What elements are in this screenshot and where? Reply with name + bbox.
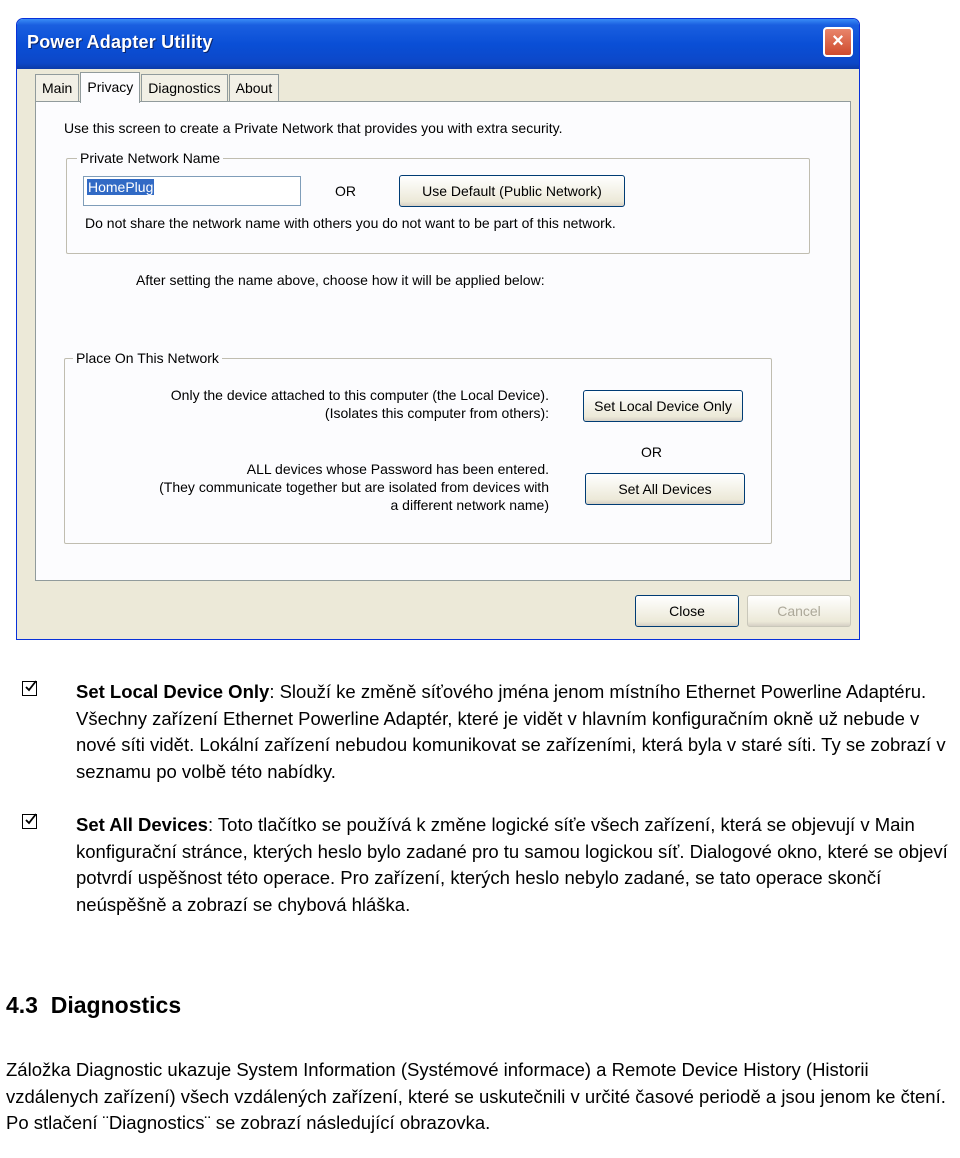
- tab-main[interactable]: Main: [35, 74, 79, 102]
- close-button[interactable]: Close: [635, 595, 739, 627]
- bullet-term: Set All Devices: [76, 814, 208, 835]
- use-default-button[interactable]: Use Default (Public Network): [399, 175, 625, 207]
- window-title: Power Adapter Utility: [27, 32, 213, 52]
- place-on-network-legend: Place On This Network: [73, 350, 222, 366]
- section-paragraph: Záložka Diagnostic ukazuje System Information (Systémové informace) a Remote Device History (Historii vzdálenych zařízení) všech vzdálených zařízení, které se uskutečnili v určité časové periodě a jsou jenom ke čtení. Po stlačení ¨Diagnostics¨ se zobrazí následující obrazovka.: [6, 1059, 946, 1133]
- close-window-button[interactable]: [823, 27, 853, 57]
- tab-privacy[interactable]: Privacy: [80, 72, 140, 103]
- set-all-devices-button[interactable]: Set All Devices: [585, 473, 745, 505]
- close-icon: ×: [832, 30, 844, 52]
- section-title: Diagnostics: [50, 992, 182, 1018]
- after-setting-text: After setting the name above, choose how it will be applied below:: [136, 272, 545, 288]
- set-local-device-only-button[interactable]: Set Local Device Only: [583, 390, 743, 422]
- network-name-note: Do not share the network name with others you do not want to be part of this network.: [85, 215, 616, 231]
- or-label-2: OR: [641, 444, 662, 460]
- private-network-group: [66, 150, 810, 254]
- tab-diagnostics[interactable]: Diagnostics: [141, 74, 227, 102]
- privacy-panel: [35, 101, 851, 581]
- power-adapter-window: [16, 18, 860, 640]
- local-device-desc-2: (Isolates this computer from others):: [324, 405, 549, 421]
- private-network-legend: Private Network Name: [77, 150, 223, 166]
- checkbox-icon: [22, 681, 37, 696]
- bullet-desc: : Slouží ke změně síťového jména jenom místního Ethernet Powerline Adaptéru. Všechny zařízení Ethernet Powerline Adaptér, které je vidět v hlavním konfiguračním okně už nebude v nové síti vidět. Lokální zařízení nebudou komunikovat se zařízeními, která byla v staré síti. Ty se zobrazí v seznamu po volbě této nabídky.: [76, 681, 946, 782]
- all-devices-desc-2: (They communicate together but are isolated from devices with: [159, 479, 549, 495]
- place-on-network-group: [64, 350, 772, 544]
- local-device-desc-1: Only the device attached to this computer (the Local Device).: [170, 387, 549, 403]
- bullet-set-local-text: [76, 679, 960, 785]
- all-devices-desc-1: ALL devices whose Password has been entered.: [246, 461, 549, 477]
- privacy-intro: Use this screen to create a Private Network that provides you with extra security.: [64, 120, 563, 136]
- tab-about[interactable]: About: [229, 74, 280, 102]
- section-number: 4.3: [6, 992, 38, 1018]
- bullet-term: Set Local Device Only: [76, 681, 270, 702]
- bullet-desc: : Toto tlačítko se používá k změne logické síťe všech zařízení, která se objevují v Main konfigurační stránce, kterých heslo bylo zadané pro tu samou logickou síť. Dialogové okno, které se objeví potvrdí uspěšnost této operace. Pro zařízení, kterých heslo nebylo zadané, se tato operace skončí neúspěšně a zobrazí se chybová hláška.: [76, 814, 948, 915]
- network-name-value: HomePlug: [88, 179, 154, 195]
- all-devices-desc-3: a different network name): [390, 497, 549, 513]
- bullet-set-all-text: [76, 812, 960, 918]
- cancel-button[interactable]: Cancel: [747, 595, 851, 627]
- or-label: OR: [335, 183, 356, 199]
- checkbox-icon: [22, 814, 37, 829]
- network-name-input[interactable]: [83, 176, 301, 206]
- tab-strip: [35, 70, 280, 102]
- title-bar[interactable]: [17, 19, 859, 69]
- section-heading: [6, 992, 181, 1019]
